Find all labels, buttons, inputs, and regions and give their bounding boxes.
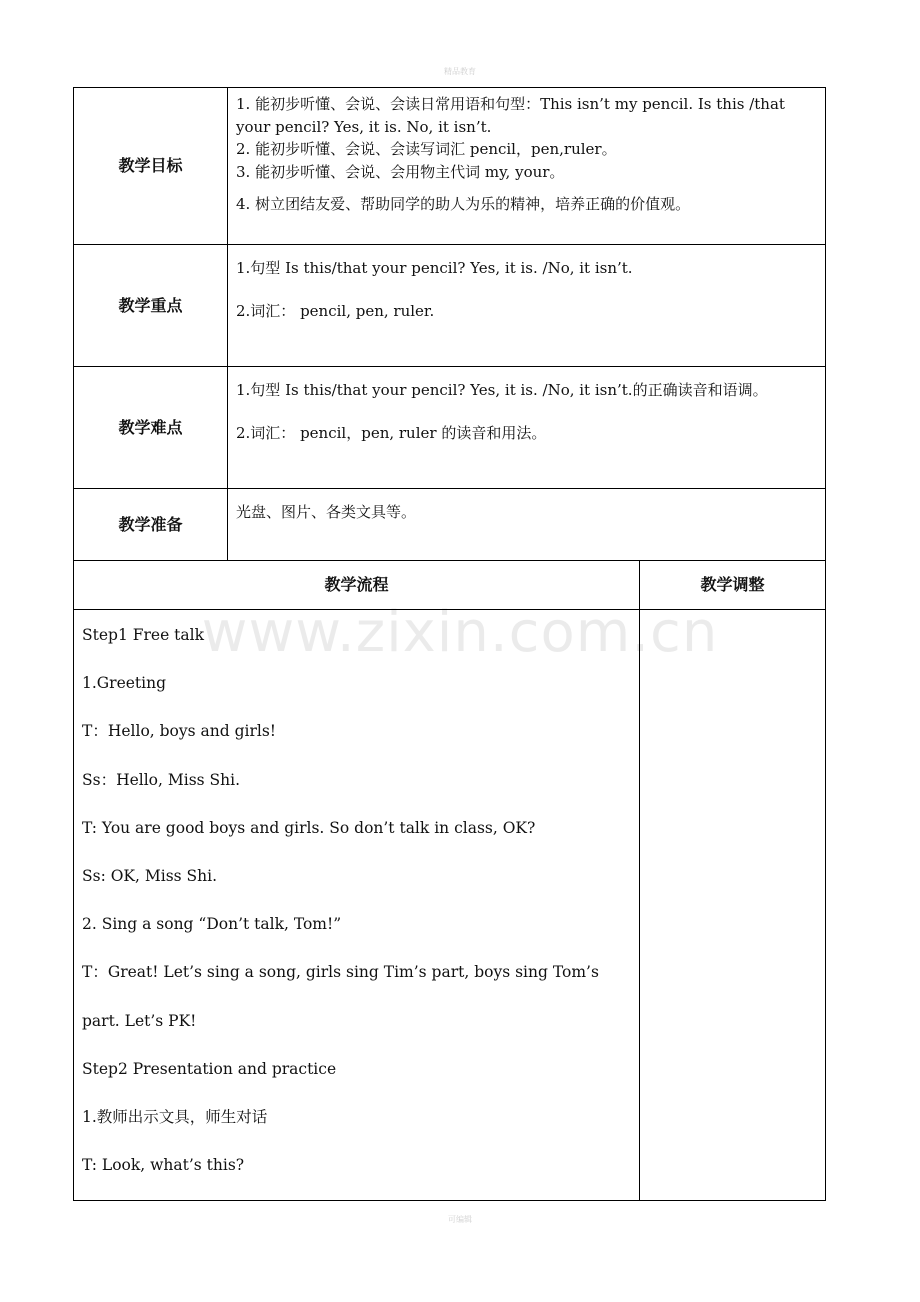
process-content xyxy=(74,610,640,1201)
difficulty-line: 1.句型 Is this/that your pencil? Yes, it is. /No, it isn’t.的正确读音和语调。 xyxy=(236,381,768,399)
goals-label: 教学目标 xyxy=(74,88,228,245)
process-line: Ss：Hello, Miss Shi. xyxy=(82,770,241,789)
key-points-row xyxy=(74,245,826,367)
difficulties-content xyxy=(228,367,826,489)
process-line: 2. Sing a song “Don’t talk, Tom!” xyxy=(82,915,342,934)
footer-mark: 可编辑 xyxy=(448,1215,472,1224)
process-line: 1.教师出示文具，师生对话 xyxy=(82,1107,268,1126)
goal-line: 1. 能初步听懂、会说、会读日常用语和句型：This isn’t my pencil. Is this /that your pencil? Yes, it is. No, it isn’t. xyxy=(236,95,785,136)
preparation-line: 光盘、图片、各类文具等。 xyxy=(236,503,417,521)
header-mark: 精品教育 xyxy=(444,67,476,76)
difficulty-line: 2.词汇： pencil，pen, ruler 的读音和用法。 xyxy=(236,423,547,442)
process-header-row xyxy=(74,561,826,610)
goal-line: 4. 树立团结友爱、帮助同学的助人为乐的精神，培养正确的价值观。 xyxy=(236,195,691,213)
process-line: T：Great! Let’s sing a song, girls sing Tim’s part, boys sing Tom’s xyxy=(82,963,599,982)
key-point-line: 2.词汇： pencil, pen, ruler. xyxy=(236,301,435,320)
goal-line: 2. 能初步听懂、会说、会读写词汇 pencil，pen,ruler。 xyxy=(236,140,617,158)
key-point-line: 1.句型 Is this/that your pencil? Yes, it is. /No, it isn’t. xyxy=(236,259,633,277)
preparation-label: 教学准备 xyxy=(74,489,228,561)
process-line: Step1 Free talk xyxy=(82,626,204,644)
process-line: Step2 Presentation and practice xyxy=(82,1059,337,1078)
adjust-content xyxy=(640,610,826,1201)
goals-content xyxy=(228,88,826,245)
goal-line: 3. 能初步听懂、会说、会用物主代词 my, your。 xyxy=(236,162,565,181)
process-line: T：Hello, boys and girls! xyxy=(82,722,277,741)
process-header: 教学流程 xyxy=(74,561,640,610)
key-points-content xyxy=(228,245,826,367)
process-line: 1.Greeting xyxy=(82,674,167,693)
watermark: www.zixin.com.cn xyxy=(201,600,719,665)
adjust-header: 教学调整 xyxy=(640,561,826,610)
preparation-content xyxy=(228,489,826,561)
lesson-plan-table xyxy=(73,87,826,1201)
process-line: T: You are good boys and girls. So don’t talk in class, OK? xyxy=(82,818,536,837)
difficulties-label: 教学难点 xyxy=(74,367,228,489)
process-line: part. Let’s PK! xyxy=(82,1011,197,1030)
process-line: T: Look, what’s this? xyxy=(82,1156,245,1175)
key-points-label: 教学重点 xyxy=(74,245,228,367)
process-line: Ss: OK, Miss Shi. xyxy=(82,866,218,885)
preparation-row xyxy=(74,489,826,561)
difficulties-row xyxy=(74,367,826,489)
process-body-row xyxy=(74,610,826,1201)
goals-row xyxy=(74,88,826,245)
